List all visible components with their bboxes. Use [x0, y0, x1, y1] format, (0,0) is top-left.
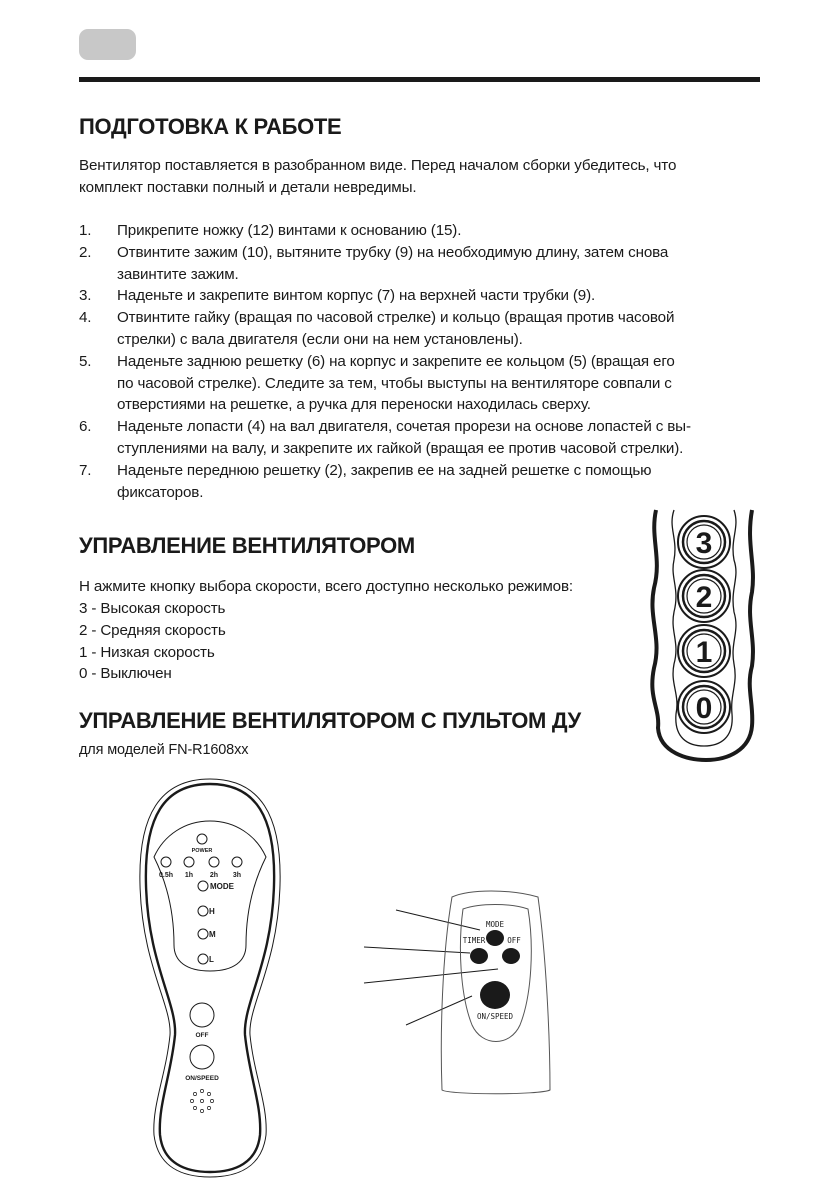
- small-on-speed-label: ON/SPEED: [476, 1012, 514, 1021]
- speed-mode-item: 2 - Средняя скорость: [79, 621, 226, 639]
- section-title-preparation: ПОДГОТОВКА К РАБОТЕ: [79, 114, 342, 139]
- speed-button-0: [678, 681, 730, 733]
- section-title-remote-control: УПРАВЛЕНИЕ ВЕНТИЛЯТОРОМ С ПУЛЬТОМ ДУ: [79, 708, 581, 733]
- speed-label-h: H: [209, 907, 215, 916]
- speed-mode-item: 3 - Высокая скорость: [79, 600, 226, 617]
- assembly-step: 7. Наденьте переднюю решетку (2), закрепив ее на задней решетке с помощью фиксаторов.: [79, 461, 652, 501]
- assembly-step: 3. Наденьте и закрепите винтом корпус (7) на верхней части трубки (9).: [79, 287, 596, 305]
- svg-text:3: 3: [695, 527, 713, 560]
- on-speed-label: ON/SPEED: [185, 1075, 219, 1082]
- header-rule: [79, 77, 760, 82]
- remote-control-large-illustration: [130, 775, 290, 1185]
- remote-models-subtitle: для моделей FN-R1608xx: [79, 742, 249, 758]
- speed-mode-item: 1 - Низкая скорость: [79, 643, 215, 661]
- section-title-fan-control: УПРАВЛЕНИЕ ВЕНТИЛЯТОРОМ: [79, 533, 415, 558]
- small-off-label: OFF: [507, 936, 521, 945]
- speed-button-1: [678, 625, 730, 677]
- assembly-step: 4. Отвинтите гайку (вращая по часовой стрелке) и кольцо (вращая против часовой стрелки) с вала двигателя (если они на нем установлены).: [79, 309, 675, 348]
- assembly-step: 6. Наденьте лопасти (4) на вал двигателя, сочетая прорези на основе лопастей с вы- ступлениями на валу, и закрепите их гайкой (вращая ее против часовой стрелки).: [79, 418, 691, 457]
- speed-label-l: L: [209, 955, 214, 964]
- assembly-step: 1. Прикрепите ножку (12) винтами к основанию (15).: [79, 222, 462, 239]
- timer-label-1h: 1h: [184, 872, 194, 879]
- speed-mode-item: 0 - Выключен: [79, 665, 172, 683]
- svg-text:1: 1: [695, 636, 713, 669]
- mode-label: MODE: [210, 882, 234, 891]
- power-label: POWER: [191, 848, 213, 854]
- assembly-step: 5. Наденьте заднюю решетку (6) на корпус и закрепите ее кольцом (5) (вращая его по часовой стрелке). Следите за тем, чтобы выступы на вентиляторе совпали с отверстиями на решетке, а ручка для переноски находилась сверху.: [79, 352, 675, 414]
- speed-modes-list: [79, 598, 226, 685]
- speed-button-3: [678, 516, 730, 568]
- timer-label-3h: 3h: [232, 872, 242, 879]
- intro-line-1: Вентилятор поставляется в разобранном виде. Перед началом сборки убедитесь, что: [79, 157, 677, 174]
- speed-label-m: M: [209, 930, 216, 939]
- assembly-step: 2. Отвинтите зажим (10), вытяните трубку (9) на необходимую длину, затем снова завинтите зажим.: [79, 243, 669, 283]
- remote-control-small-illustration: [360, 885, 560, 1100]
- assembly-steps-list: [79, 220, 769, 503]
- timer-label-2h: 2h: [209, 872, 219, 879]
- page-number-tab: [79, 29, 136, 60]
- control-intro: Н ажмите кнопку выбора скорости, всего доступно несколько режимов:: [79, 578, 573, 595]
- svg-text:0: 0: [695, 692, 713, 725]
- off-label: OFF: [195, 1032, 209, 1039]
- speed-control-panel-illustration: [648, 508, 758, 763]
- intro-line-2: комплект поставки полный и детали невредимы.: [79, 179, 417, 196]
- speaker-grille-icon: [190, 1089, 213, 1112]
- small-mode-label: MODE: [485, 920, 505, 929]
- svg-text:2: 2: [695, 581, 713, 614]
- timer-label-0-5h: 0.5h: [158, 872, 174, 879]
- small-timer-label: TIMER: [462, 936, 486, 945]
- speed-button-2: [678, 570, 730, 622]
